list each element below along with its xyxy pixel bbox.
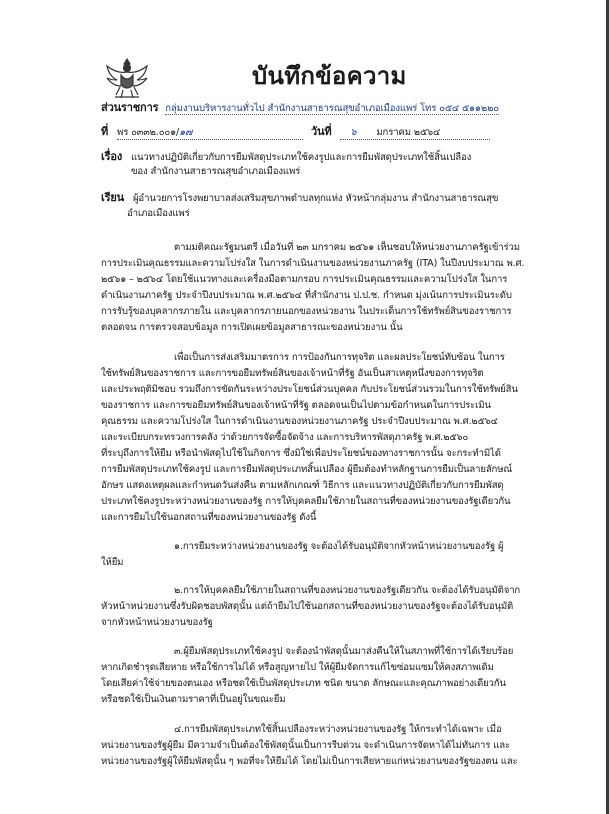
body-line: จากหัวหน้าหน่วยงานของรัฐ [101, 617, 213, 628]
date-value [340, 127, 490, 140]
subject-row [101, 151, 471, 164]
body-line: ดำเนินงานภาครัฐ ประจำปีงบประมาณ พ.ศ.๒๕๖๔ ที่สำนักงาน ป.ป.ช. กำหนด มุ่งเน้นการประเมินระดับ [101, 290, 512, 301]
body-line: ที่ระบุถึงการให้ยืม หรือนำพัสดุไปใช้ในกิจการ ซึ่งมิใช่เพื่อประโยชน์ของทางราชการนั้น จะกระทำมิได้ [101, 448, 501, 459]
to-row [101, 192, 498, 205]
body-line: ใช้ทรัพย์สินของราชการ และการขอยืมทรัพย์สินของเจ้าหน้าที่รัฐ อันเป็นสาเหตุหนึ่งของการทุจริต [101, 368, 484, 379]
body-line: หน่วยงานของรัฐผู้ยืม มีความจำเป็นต้องใช้พัสดุนั้นเป็นการรีบด่วน จะดำเนินการจัดหาได้ไม่ทันการ และ [101, 740, 510, 751]
memo-title: บันทึกข้อความ [252, 62, 407, 90]
reference-row [101, 126, 303, 140]
body-line: ตลอดจน การตรวจสอบข้อมูล การเปิดเผยข้อมูลสาธารณะของหน่วยงาน นั้น [101, 322, 403, 333]
body-line: ๒.การให้บุคคลยืมใช้ภายในสถานที่ของหน่วยงานของรัฐเดียวกัน จะต้องได้รับอนุมัติจาก [174, 585, 521, 596]
body-line: และการยืมไปใช้นอกสถานที่ของหน่วยงานของรัฐ ดังนี้ [101, 512, 317, 523]
body-line: ตามมติคณะรัฐมนตรี เมื่อวันที่ ๒๓ มกราคม ๒๕๖๑ เห็นชอบให้หน่วยงานภาครัฐเข้าร่วม [174, 242, 520, 253]
subject-label: เรื่อง [101, 150, 123, 163]
agency-value: กลุ่มงานบริหารงานทั่วไป สำนักงานสาธารณสุขอำเภอเมืองแพร่ โทร ๐๕๔ ๕๑๑๒๒๐ [165, 103, 499, 114]
date-row [311, 126, 490, 140]
body-line: ๑.การยืมระหว่างหน่วยงานของรัฐ จะต้องได้รับอนุมัติจากหัวหน้าหน่วยงานของรัฐ ผู้ [174, 541, 504, 552]
body-line: ๒๕๖๑ – ๒๕๖๔ โดยใช้แนวทางและเครื่องมือตามกรอบ การประเมินคุณธรรมและความโปร่งใส ในการ [101, 274, 508, 285]
agency-row [101, 102, 499, 115]
reference-prefix: พร ๐๓๓๒.๐๐๑/ [117, 127, 180, 138]
body-line: หากเกิดชำรุดเสียหาย หรือใช้การไม่ได้ หรือสูญหายไป ให้ผู้ยืมจัดการแก้ไขซ่อมแซมให้คงสภาพเดิม [101, 662, 494, 673]
body-line: อักษร แสดงเหตุผลและกำหนดวันส่งคืน ตามหลักเกณฑ์ วิธีการ และแนวทางปฏิบัติเกี่ยวกับการยืมพัสดุ [101, 480, 504, 491]
body-line: หน่วยงานของรัฐผู้ให้ยืมพัสดุนั้น ๆ พอที่จะให้ยืมได้ โดยไม่เป็นการเสียหายแก่หน่วยงานของรัฐของตน และ [101, 756, 518, 767]
date-day: ๖ [350, 127, 357, 138]
body-line: การรับรู้ของบุคลากรภายใน และบุคลากรภายนอกของหน่วยงาน ในประเด็นการใช้ทรัพย์สินของราชการ [101, 306, 512, 317]
body-line: หรือชดใช้เป็นเงินตามราคาที่เป็นอยู่ในขณะยืม [101, 694, 286, 705]
reference-label: ที่ [101, 125, 109, 138]
body-line: โดยเสียค่าใช้จ่ายของตนเอง หรือชดใช้เป็นพัสดุประเภท ชนิด ขนาด ลักษณะและคุณภาพอย่างเดียวกัน [101, 678, 506, 689]
agency-label: ส่วนราชการ [101, 101, 159, 114]
date-label: วันที่ [311, 125, 332, 138]
body-line: ๔.การยืมพัสดุประเภทใช้สิ้นเปลืองระหว่างหน่วยงานของรัฐ ให้กระทำได้เฉพาะ เมื่อ [174, 724, 502, 735]
body-line: การยืมพัสดุประเภทใช้คงรูป และการยืมพัสดุประเภทสิ้นเปลือง ผู้ยืมต้องทำหลักฐานการยืมเป็นลายลักษณ์ [101, 464, 513, 475]
body-line: คุณธรรม และความโปร่งใส ในการดำเนินงานของหน่วยงานภาครัฐ ประจำปีงบประมาณ พ.ศ.๒๕๖๔ [101, 416, 498, 427]
date-month-year: มกราคม ๒๕๖๔ [376, 127, 441, 138]
body-line: ประเภทใช้คงรูประหว่างหน่วยงานของรัฐ การให้บุคคลยืมใช้ภายในสถานที่ของหน่วยงานของรัฐเดียวกัน [101, 496, 511, 507]
body-line: และประพฤติมิชอบ รวมถึงการขัดกันระหว่างประโยชน์ส่วนบุคคล กับประโยชน์ส่วนรวมในการใช้ทรัพย์สิน [101, 384, 518, 395]
body-line: และระเบียบกระทรวงการคลัง ว่าด้วยการจัดซื้อจัดจ้าง และการบริหารพัสดุภาครัฐ พ.ศ.๒๕๖๐ [101, 432, 469, 443]
body-line: ให้ยืม [101, 557, 124, 568]
reference-number [117, 127, 303, 140]
body-line: เพื่อเป็นการส่งเสริมมาตรการ การป้องกันการทุจริต และผลประโยชน์ทับซ้อน ในการ [174, 352, 505, 363]
to-line-2: อำเภอเมืองแพร่ [127, 208, 190, 219]
to-line-1: ผู้อำนวยการโรงพยาบาลส่งเสริมสุขภาพตำบลทุกแห่ง หัวหน้ากลุ่มงาน สำนักงานสาธารณสุข [132, 193, 499, 204]
garuda-emblem-icon [103, 53, 151, 103]
body-line: หัวหน้าหน่วยงานซึ่งรับผิดชอบพัสดุนั้น แต่ถ้ายืมไปใช้นอกสถานที่ของหน่วยงานของรัฐจะต้องได้รับอนุมัติ [101, 601, 514, 612]
to-label: เรียน [101, 191, 125, 204]
body-line: การประเมินคุณธรรมและความโปร่งใส ในการดำเนินงานของหน่วยงานภาครัฐ (ITA) ในปีงบประมาณ พ.ศ. [101, 258, 525, 269]
subject-line-1: แนวทางปฏิบัติเกี่ยวกับการยืมพัสดุประเภทใช้คงรูปและการยืมพัสดุประเภทใช้สิ้นเปลือง [130, 152, 472, 163]
body-line: ๓.ผู้ยืมพัสดุประเภทใช้คงรูป จะต้องนำพัสดุนั้นมาส่งคืนให้ในสภาพที่ใช้การได้เรียบร้อย [174, 646, 514, 657]
body-line: ของราชการ และการขอยืมทรัพย์สินของเจ้าหน้าที่รัฐ ตลอดจนเป็นไปตามข้อกำหนดในการประเมิน [101, 400, 491, 411]
subject-line-2: ของ สำนักงานสาธารณสุขอำเภอเมืองแพร่ [131, 166, 301, 177]
reference-handwritten: ๑๗ [179, 127, 193, 138]
